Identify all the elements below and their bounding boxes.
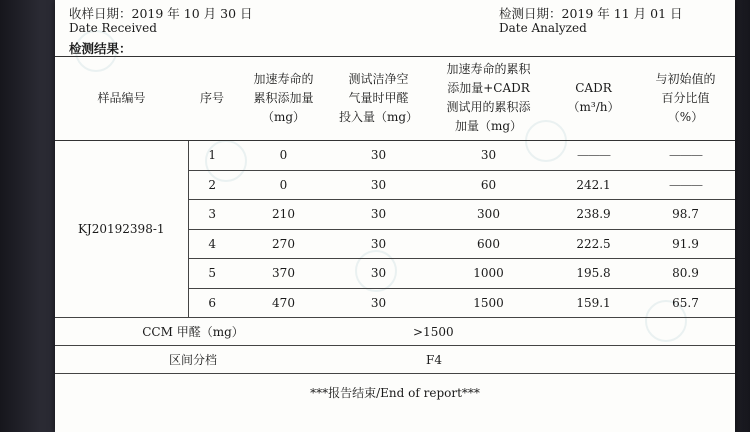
table-row xyxy=(55,141,735,171)
cell-cum: 300 xyxy=(426,200,551,230)
col-cadr-line: （m³/h） xyxy=(567,100,620,114)
col-seq: 序号 xyxy=(188,56,236,141)
col-formaldehyde xyxy=(331,56,426,141)
col-formal-line: 测试洁净空 xyxy=(348,71,409,86)
col-percent xyxy=(636,56,735,141)
results-label: 检测结果： xyxy=(69,41,132,56)
col-accel-line: 累积添加量 xyxy=(253,90,314,105)
col-accel-line: （mg） xyxy=(261,109,306,124)
cell-formal: 30 xyxy=(331,141,426,171)
col-accel xyxy=(236,56,331,141)
cell-formal: 30 xyxy=(331,170,426,200)
ccm-value: >1500 xyxy=(331,318,735,346)
cell-accel: 470 xyxy=(236,288,331,318)
cell-accel: 370 xyxy=(236,259,331,289)
col-cadr xyxy=(551,56,636,141)
cell-pct: 98.7 xyxy=(636,200,735,230)
cell-seq: 2 xyxy=(188,170,236,200)
grade-label: 区间分档 xyxy=(55,346,331,374)
cell-cum: 1000 xyxy=(426,259,551,289)
cell-cum: 1500 xyxy=(426,288,551,318)
col-pct-line: 与初始值的 xyxy=(655,71,716,86)
cell-cum: 30 xyxy=(426,141,551,171)
report-page xyxy=(55,0,735,432)
date-analyzed-en: Date Analyzed xyxy=(499,21,587,35)
col-cadr-line: CADR xyxy=(575,81,612,95)
col-cum-line: 测试用的累积添 xyxy=(446,100,531,114)
end-of-report: ***报告结束/End of report*** xyxy=(310,386,480,400)
col-accel-line: 加速寿命的 xyxy=(253,71,314,86)
cell-accel: 0 xyxy=(236,141,331,171)
cell-pct: 65.7 xyxy=(636,288,735,318)
date-analyzed xyxy=(499,6,683,36)
date-received xyxy=(69,6,253,36)
cell-seq: 6 xyxy=(188,288,236,318)
cell-pct: 80.9 xyxy=(636,259,735,289)
results-table xyxy=(55,56,735,374)
cell-cadr: 222.5 xyxy=(551,229,636,259)
col-cum-line: 加速寿命的累积 xyxy=(446,62,531,76)
cell-accel: 210 xyxy=(236,200,331,230)
cell-pct: ——— xyxy=(636,170,735,200)
cell-formal: 30 xyxy=(331,200,426,230)
cell-cadr: 159.1 xyxy=(551,288,636,318)
col-pct-line: 百分比值 xyxy=(661,90,710,105)
cell-formal: 30 xyxy=(331,259,426,289)
date-received-cn: 收样日期：2019 年 10 月 30 日 xyxy=(69,6,253,21)
cell-seq: 4 xyxy=(188,229,236,259)
cell-formal: 30 xyxy=(331,288,426,318)
col-formal-line: 投入量（mg） xyxy=(338,109,419,124)
col-cumulative xyxy=(426,56,551,141)
grade-row xyxy=(55,346,735,374)
col-cum-line: 添加量+CADR xyxy=(447,81,530,95)
ccm-label: CCM 甲醛（mg） xyxy=(55,318,331,346)
date-received-en: Date Received xyxy=(69,21,157,35)
cell-cum: 60 xyxy=(426,170,551,200)
cell-accel: 270 xyxy=(236,229,331,259)
cell-cum: 600 xyxy=(426,229,551,259)
ccm-row xyxy=(55,318,735,346)
cell-accel: 0 xyxy=(236,170,331,200)
sample-id-cell: KJ20192398-1 xyxy=(55,141,188,318)
cell-seq: 5 xyxy=(188,259,236,289)
cell-cadr: 238.9 xyxy=(551,200,636,230)
cell-formal: 30 xyxy=(331,229,426,259)
cell-pct: ——— xyxy=(636,141,735,171)
col-cum-line: 加量（mg） xyxy=(454,119,523,133)
cell-cadr: 242.1 xyxy=(551,170,636,200)
cell-seq: 3 xyxy=(188,200,236,230)
cell-cadr: ——— xyxy=(551,141,636,171)
table-header-row xyxy=(55,56,735,141)
date-analyzed-cn: 检测日期：2019 年 11 月 01 日 xyxy=(499,6,683,21)
col-sample-id: 样品编号 xyxy=(55,56,188,141)
col-pct-line: （%） xyxy=(667,109,704,124)
cell-seq: 1 xyxy=(188,141,236,171)
cell-cadr: 195.8 xyxy=(551,259,636,289)
grade-value: F4 xyxy=(331,346,735,374)
cell-pct: 91.9 xyxy=(636,229,735,259)
col-formal-line: 气量时甲醛 xyxy=(348,90,409,105)
